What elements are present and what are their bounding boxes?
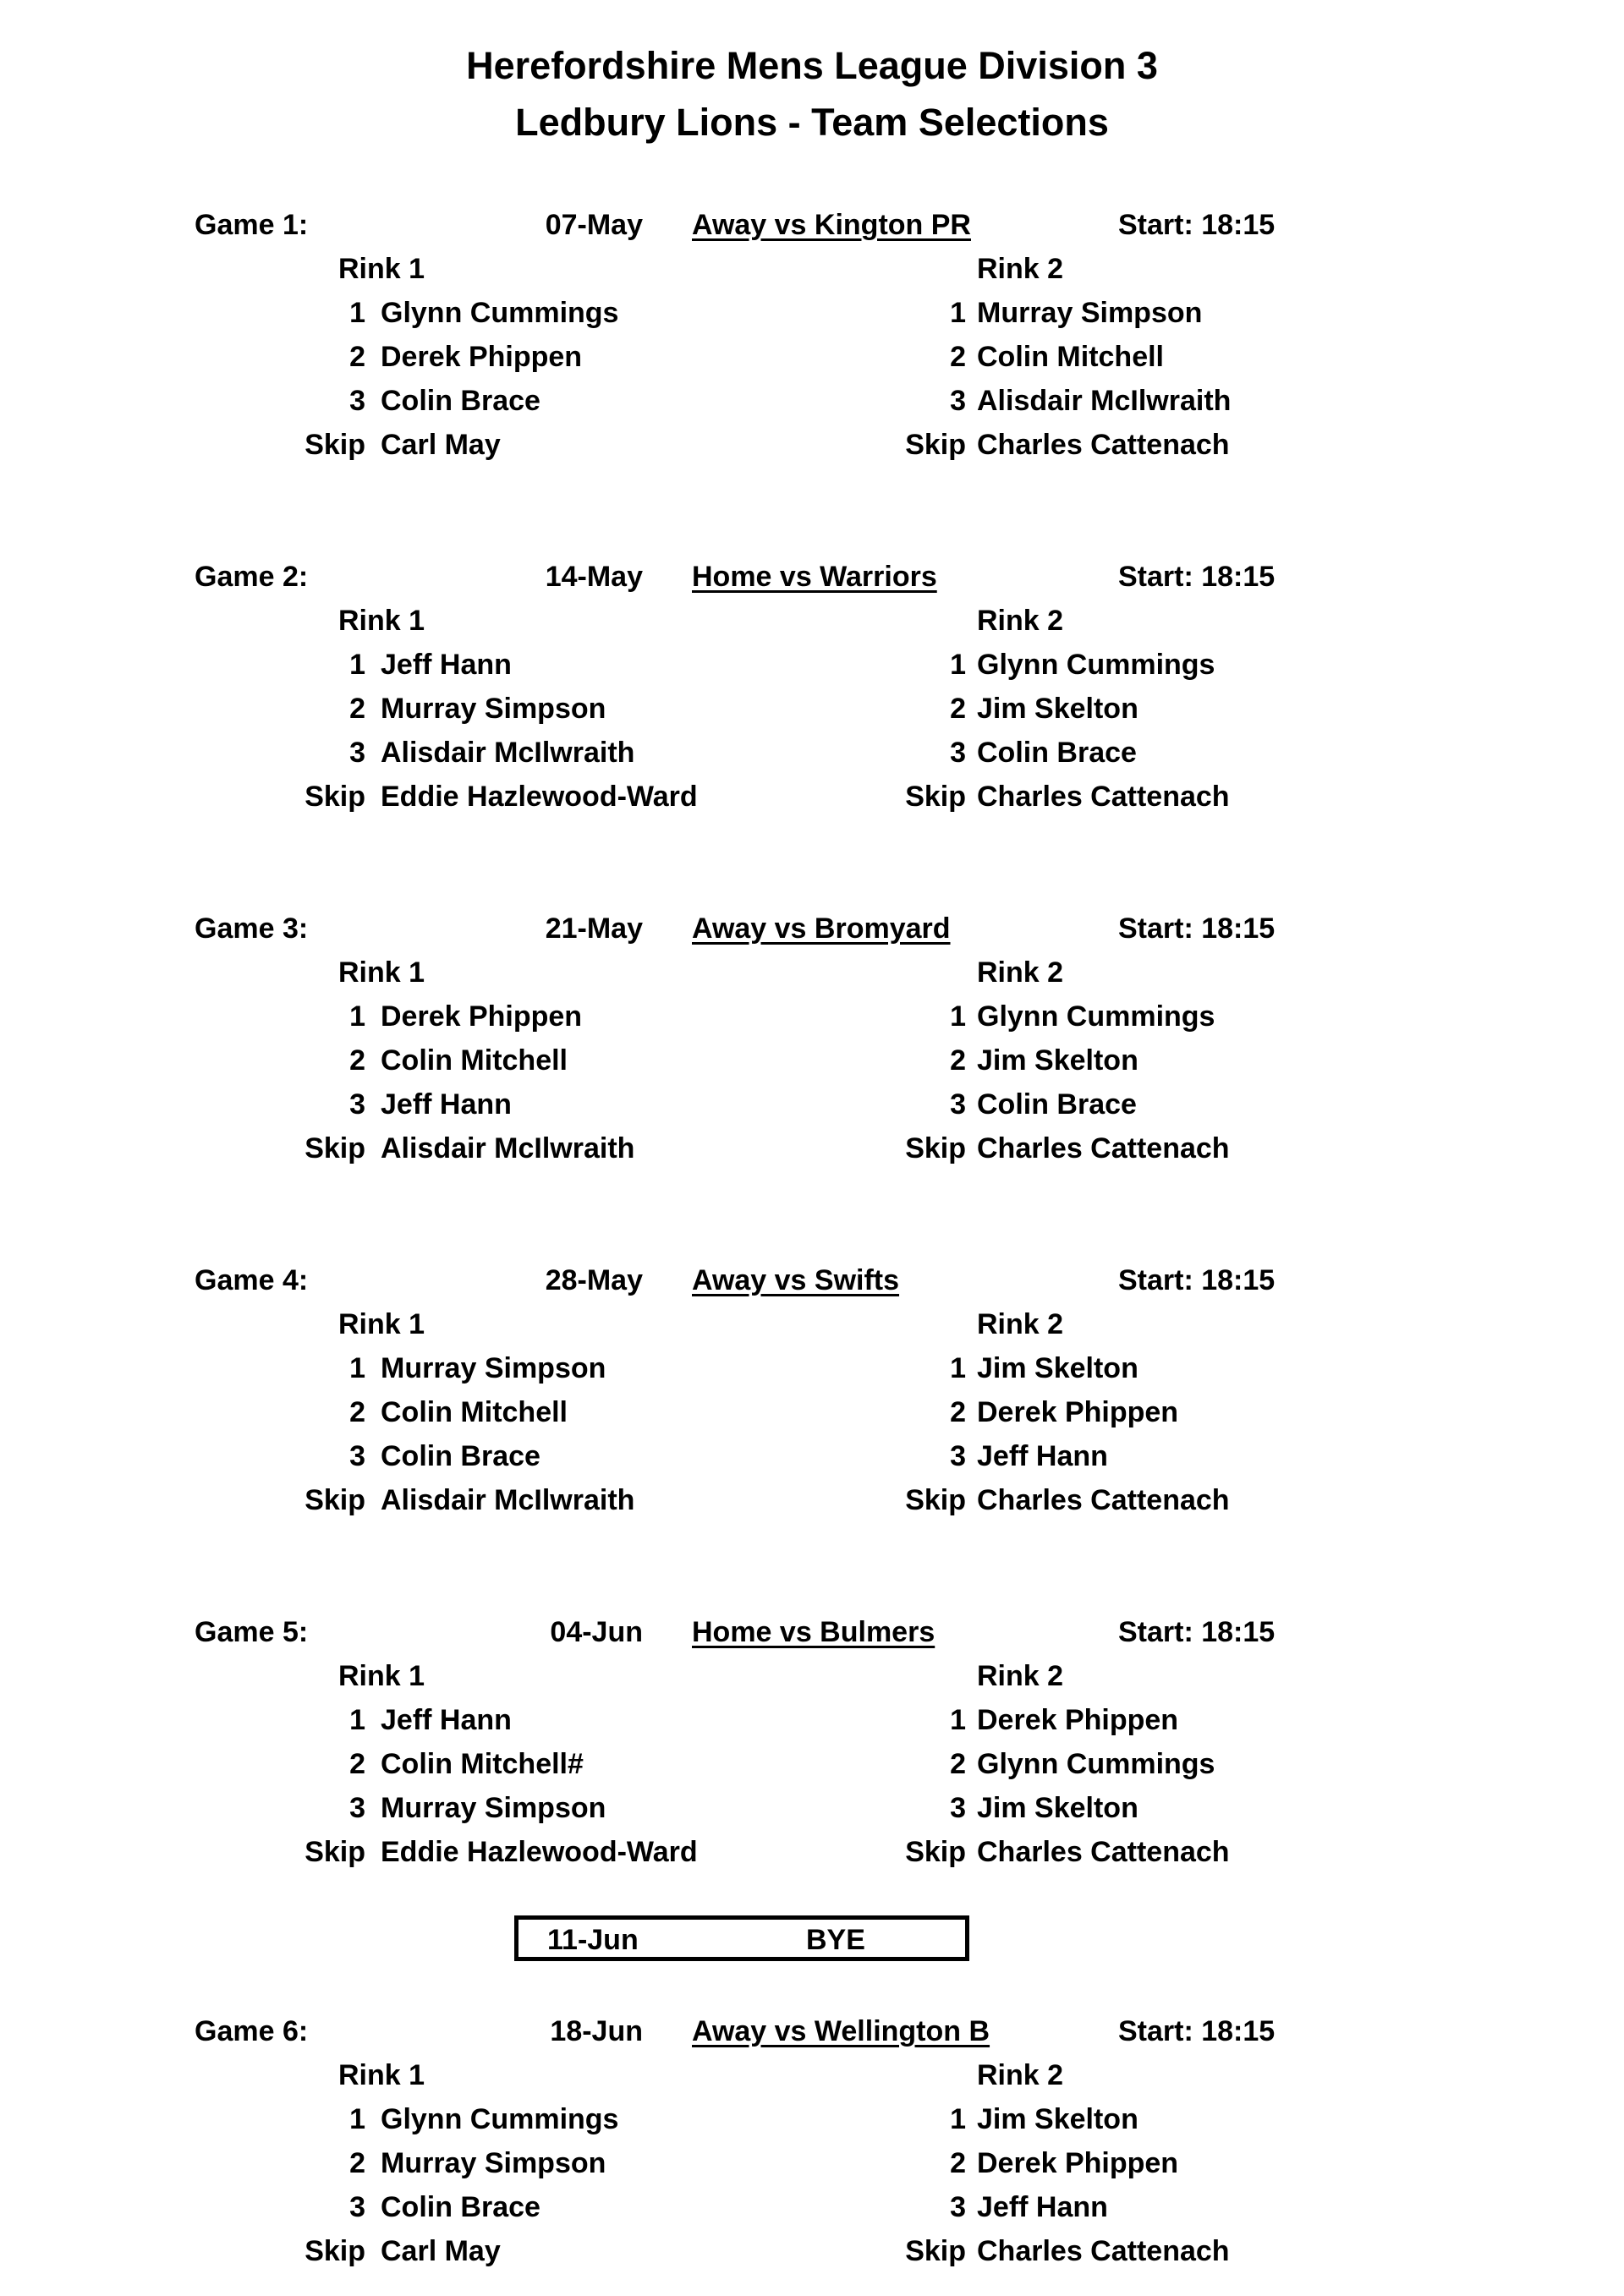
rink-2-player: Charles Cattenach (977, 429, 1230, 461)
rink-1-position: 1 (349, 649, 365, 681)
rink-2-position: 1 (950, 1704, 966, 1736)
game-label: Game 3: (195, 912, 309, 945)
game-label: Game 6: (195, 2015, 309, 2047)
rink-2-player: Colin Brace (977, 737, 1137, 769)
game-label: Game 2: (195, 561, 309, 593)
game-date: 14-May (545, 561, 643, 593)
rink-2-position: 3 (950, 737, 966, 769)
rink-1-position: Skip (304, 429, 365, 461)
game-start-time: Start: 18:15 (1118, 561, 1276, 593)
rink-2-position: 2 (950, 2147, 966, 2179)
rink-1-position: 1 (349, 297, 365, 329)
rink-1-position: Skip (304, 1836, 365, 1868)
rink-1-player: Glynn Cummings (381, 297, 619, 329)
rink-2-position: 2 (950, 1396, 966, 1428)
rink-2-player: Charles Cattenach (977, 1484, 1230, 1516)
rink-2-player: Glynn Cummings (977, 1000, 1215, 1033)
rink-1-player: Carl May (381, 2235, 501, 2267)
rink-1-header: Rink 1 (338, 605, 425, 637)
rink-2-position: 3 (950, 385, 966, 417)
rink-2-header: Rink 2 (977, 253, 1064, 285)
rink-1-player: Jeff Hann (381, 1704, 512, 1736)
rink-1-position: 2 (349, 693, 365, 725)
rink-2-player: Jim Skelton (977, 1792, 1138, 1824)
game-start-time: Start: 18:15 (1118, 209, 1276, 241)
rink-2-position: Skip (905, 1484, 966, 1516)
rink-2-player: Glynn Cummings (977, 649, 1215, 681)
game-block (0, 559, 1624, 838)
game-start-time: Start: 18:15 (1118, 912, 1276, 945)
game-date: 07-May (545, 209, 643, 241)
rink-1-position: 1 (349, 1000, 365, 1033)
bye-date: 11-Jun (547, 1924, 639, 1956)
rink-1-player: Derek Phippen (381, 1000, 583, 1033)
game-opponent: Away vs Wellington B (692, 2015, 990, 2047)
rink-1-position: 3 (349, 737, 365, 769)
game-opponent: Away vs Bromyard (692, 912, 951, 945)
rink-1-player: Alisdair McIlwraith (381, 1132, 635, 1164)
rink-2-position: Skip (905, 2235, 966, 2267)
rink-2-position: Skip (905, 781, 966, 813)
rink-2-player: Charles Cattenach (977, 2235, 1230, 2267)
rink-1-player: Murray Simpson (381, 2147, 606, 2179)
rink-2-player: Alisdair McIlwraith (977, 385, 1232, 417)
rink-2-header: Rink 2 (977, 1308, 1064, 1340)
game-block (0, 207, 1624, 486)
game-opponent: Home vs Bulmers (692, 1616, 935, 1648)
game-label: Game 1: (195, 209, 309, 241)
rink-2-player: Jim Skelton (977, 1352, 1138, 1384)
rink-1-player: Jeff Hann (381, 1088, 512, 1121)
game-start-time: Start: 18:15 (1118, 1616, 1276, 1648)
rink-1-player: Eddie Hazlewood-Ward (381, 781, 698, 813)
rink-2-header: Rink 2 (977, 1660, 1064, 1692)
page-subtitle: Ledbury Lions - Team Selections (515, 101, 1109, 144)
rink-1-player: Colin Mitchell (381, 1396, 568, 1428)
rink-1-header: Rink 1 (338, 1308, 425, 1340)
rink-1-position: 3 (349, 385, 365, 417)
rink-2-player: Derek Phippen (977, 2147, 1179, 2179)
rink-1-header: Rink 1 (338, 1660, 425, 1692)
rink-2-player: Colin Brace (977, 1088, 1137, 1121)
rink-2-player: Jeff Hann (977, 1440, 1108, 1472)
rink-1-player: Alisdair McIlwraith (381, 1484, 635, 1516)
game-date: 04-Jun (550, 1616, 643, 1648)
rink-2-position: 2 (950, 1044, 966, 1077)
bye-label: BYE (806, 1924, 865, 1956)
rink-1-position: Skip (304, 781, 365, 813)
rink-1-position: 1 (349, 2103, 365, 2135)
rink-2-position: 1 (950, 1352, 966, 1384)
rink-1-player: Glynn Cummings (381, 2103, 619, 2135)
game-opponent: Home vs Warriors (692, 561, 937, 593)
game-opponent: Away vs Swifts (692, 1264, 900, 1296)
rink-1-position: 2 (349, 1748, 365, 1780)
rink-1-position: 3 (349, 1440, 365, 1472)
game-start-time: Start: 18:15 (1118, 1264, 1276, 1296)
rink-1-position: 3 (349, 1088, 365, 1121)
rink-1-player: Colin Brace (381, 385, 540, 417)
rink-1-player: Murray Simpson (381, 1792, 606, 1824)
rink-1-player: Eddie Hazlewood-Ward (381, 1836, 698, 1868)
game-start-time: Start: 18:15 (1118, 2015, 1276, 2047)
rink-2-position: Skip (905, 1836, 966, 1868)
game-block (0, 911, 1624, 1190)
rink-2-position: 3 (950, 1088, 966, 1121)
rink-1-header: Rink 1 (338, 2059, 425, 2091)
rink-2-position: 2 (950, 341, 966, 373)
rink-1-player: Jeff Hann (381, 649, 512, 681)
rink-1-position: 2 (349, 1396, 365, 1428)
rink-2-player: Derek Phippen (977, 1704, 1179, 1736)
game-label: Game 5: (195, 1616, 309, 1648)
rink-1-position: 1 (349, 1704, 365, 1736)
rink-2-position: 1 (950, 297, 966, 329)
rink-1-position: Skip (304, 1132, 365, 1164)
rink-1-position: Skip (304, 2235, 365, 2267)
rink-2-player: Jim Skelton (977, 2103, 1138, 2135)
rink-1-player: Colin Mitchell# (381, 1748, 584, 1780)
rink-2-player: Colin Mitchell (977, 341, 1164, 373)
game-block (0, 2014, 1624, 2293)
rink-2-player: Jeff Hann (977, 2191, 1108, 2223)
rink-1-player: Derek Phippen (381, 341, 583, 373)
rink-1-position: 3 (349, 2191, 365, 2223)
rink-2-header: Rink 2 (977, 605, 1064, 637)
rink-2-player: Murray Simpson (977, 297, 1203, 329)
rink-1-player: Alisdair McIlwraith (381, 737, 635, 769)
rink-2-position: 2 (950, 1748, 966, 1780)
rink-2-player: Charles Cattenach (977, 1132, 1230, 1164)
bye-box (514, 1915, 969, 1961)
rink-2-position: 2 (950, 693, 966, 725)
rink-2-position: Skip (905, 1132, 966, 1164)
rink-2-position: 3 (950, 1440, 966, 1472)
game-date: 18-Jun (550, 2015, 643, 2047)
rink-2-header: Rink 2 (977, 2059, 1064, 2091)
rink-1-player: Carl May (381, 429, 501, 461)
rink-1-position: 2 (349, 2147, 365, 2179)
rink-2-position: 1 (950, 2103, 966, 2135)
rink-2-player: Glynn Cummings (977, 1748, 1215, 1780)
game-date: 21-May (545, 912, 643, 945)
rink-2-header: Rink 2 (977, 956, 1064, 989)
rink-2-player: Jim Skelton (977, 693, 1138, 725)
rink-1-player: Colin Mitchell (381, 1044, 568, 1077)
rink-2-position: 1 (950, 649, 966, 681)
rink-2-position: 3 (950, 2191, 966, 2223)
game-block (0, 1614, 1624, 1893)
game-opponent: Away vs Kington PR (692, 209, 971, 241)
rink-1-player: Colin Brace (381, 1440, 540, 1472)
rink-1-player: Murray Simpson (381, 1352, 606, 1384)
rink-2-position: Skip (905, 429, 966, 461)
rink-1-player: Colin Brace (381, 2191, 540, 2223)
rink-1-header: Rink 1 (338, 956, 425, 989)
rink-1-header: Rink 1 (338, 253, 425, 285)
rink-1-position: Skip (304, 1484, 365, 1516)
rink-1-position: 1 (349, 1352, 365, 1384)
game-label: Game 4: (195, 1264, 309, 1296)
page-title: Herefordshire Mens League Division 3 (466, 44, 1158, 87)
rink-2-player: Derek Phippen (977, 1396, 1179, 1428)
rink-2-player: Jim Skelton (977, 1044, 1138, 1077)
rink-1-player: Murray Simpson (381, 693, 606, 725)
rink-2-position: 1 (950, 1000, 966, 1033)
rink-1-position: 3 (349, 1792, 365, 1824)
rink-2-position: 3 (950, 1792, 966, 1824)
rink-2-player: Charles Cattenach (977, 781, 1230, 813)
rink-1-position: 2 (349, 341, 365, 373)
rink-1-position: 2 (349, 1044, 365, 1077)
game-block (0, 1263, 1624, 1542)
game-date: 28-May (545, 1264, 643, 1296)
rink-2-player: Charles Cattenach (977, 1836, 1230, 1868)
